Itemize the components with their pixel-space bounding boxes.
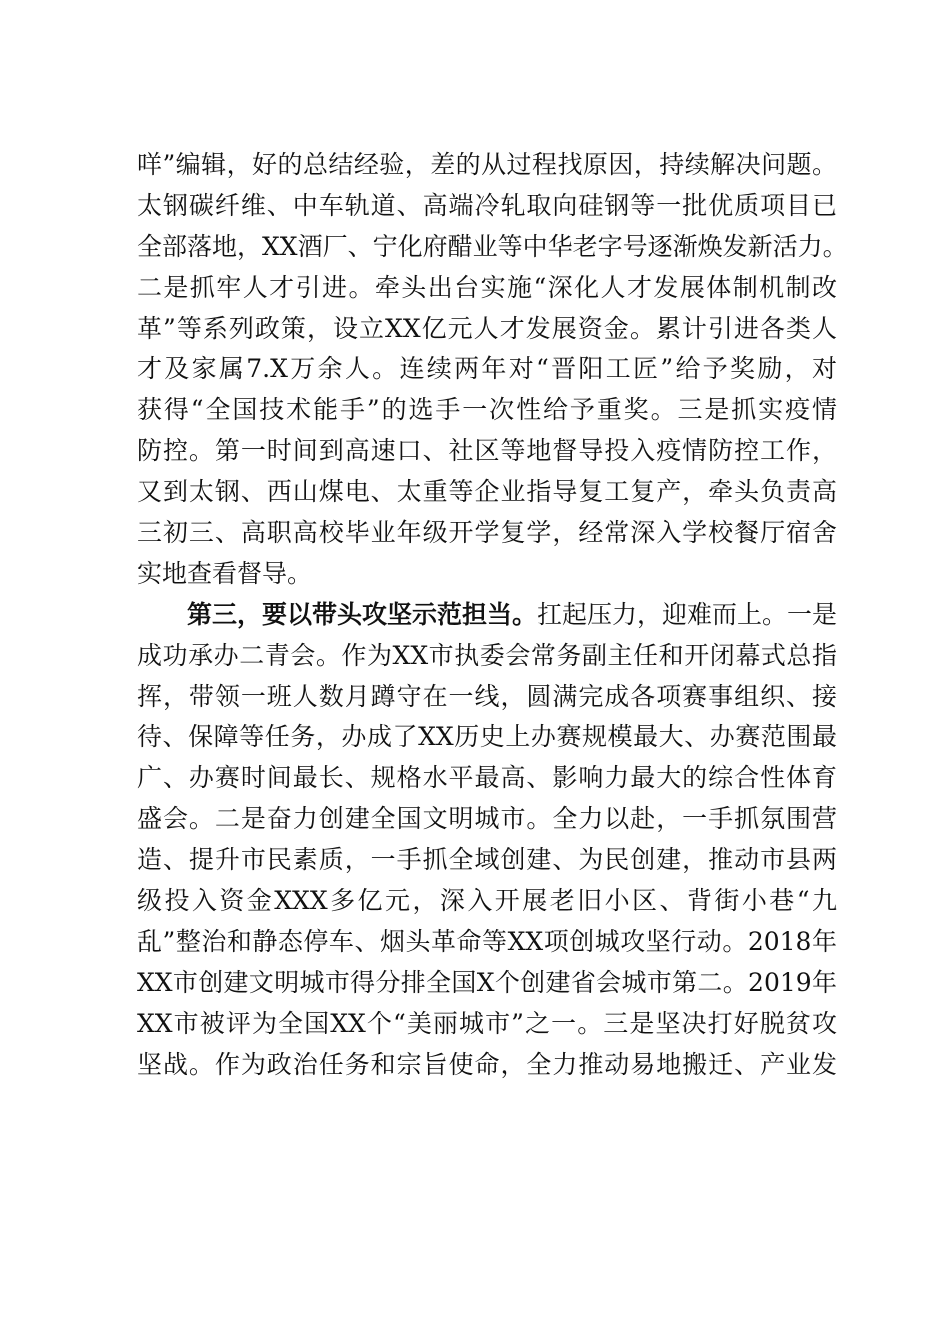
- body-line: 革”等系列政策，设立XX亿元人才发展资金。累计引进各类人: [137, 313, 837, 343]
- body-line: 级投入资金XXX多亿元，深入开展老旧小区、背街小巷“九: [137, 886, 837, 916]
- body-line: 获得“全国技术能手”的选手一次性给予重奖。三是抓实疫情: [137, 395, 837, 425]
- body-line: 挥，带领一班人数月蹲守在一线，圆满完成各项赛事组织、接: [137, 681, 837, 711]
- body-line: 太钢碳纤维、中车轨道、高端冷轧取向硅钢等一批优质项目已: [137, 190, 837, 220]
- body-line: 防控。第一时间到高速口、社区等地督导投入疫情防控工作，: [137, 436, 837, 466]
- body-line: 又到太钢、西山煤电、太重等企业指导复工复产，牵头负责高: [137, 477, 837, 507]
- body-line: 才及家属7.X万余人。连续两年对“晋阳工匠”给予奖励，对: [137, 354, 837, 384]
- body-line: 广、办赛时间最长、规格水平最高、影响力最大的综合性体育: [137, 763, 837, 793]
- body-line: 实地查看督导。: [137, 558, 313, 588]
- body-line: 全部落地，XX酒厂、宁化府醋业等中华老字号逐渐焕发新活力。: [137, 231, 848, 261]
- body-line: 三初三、高职高校毕业年级开学复学，经常深入学校餐厅宿舍: [137, 518, 837, 548]
- paragraph-first-line-rest: 扛起压力，迎难而上。一是: [537, 599, 838, 629]
- body-line: 坚战。作为政治任务和宗旨使命，全力推动易地搬迁、产业发: [137, 1049, 837, 1079]
- body-line: 造、提升市民素质，一手抓全域创建、为民创建，推动市县两: [137, 845, 837, 875]
- body-line: XX市创建文明城市得分排全国X个创建省会城市第二。2019年: [137, 967, 837, 997]
- paragraph-heading: 第三，要以带头攻坚示范担当。: [187, 599, 538, 629]
- body-line: 二是抓牢人才引进。牵头出台实施“深化人才发展体制机制改: [137, 272, 837, 302]
- body-line: 待、保障等任务，办成了XX历史上办赛规模最大、办赛范围最: [137, 722, 837, 752]
- body-line: 咩”编辑，好的总结经验，差的从过程找原因，持续解决问题。: [137, 150, 837, 179]
- paragraph-first-line: [137, 595, 837, 636]
- document-body: [137, 145, 848, 1085]
- body-line: 成功承办二青会。作为XX市执委会常务副主任和开闭幕式总指: [137, 640, 837, 670]
- body-line: 乱”整治和静态停车、烟头革命等XX项创城攻坚行动。2018年: [137, 926, 837, 956]
- body-line: XX市被评为全国XX个“美丽城市”之一。三是坚决打好脱贫攻: [137, 1008, 837, 1038]
- body-line: 盛会。二是奋力创建全国文明城市。全力以赴，一手抓氛围营: [137, 804, 837, 834]
